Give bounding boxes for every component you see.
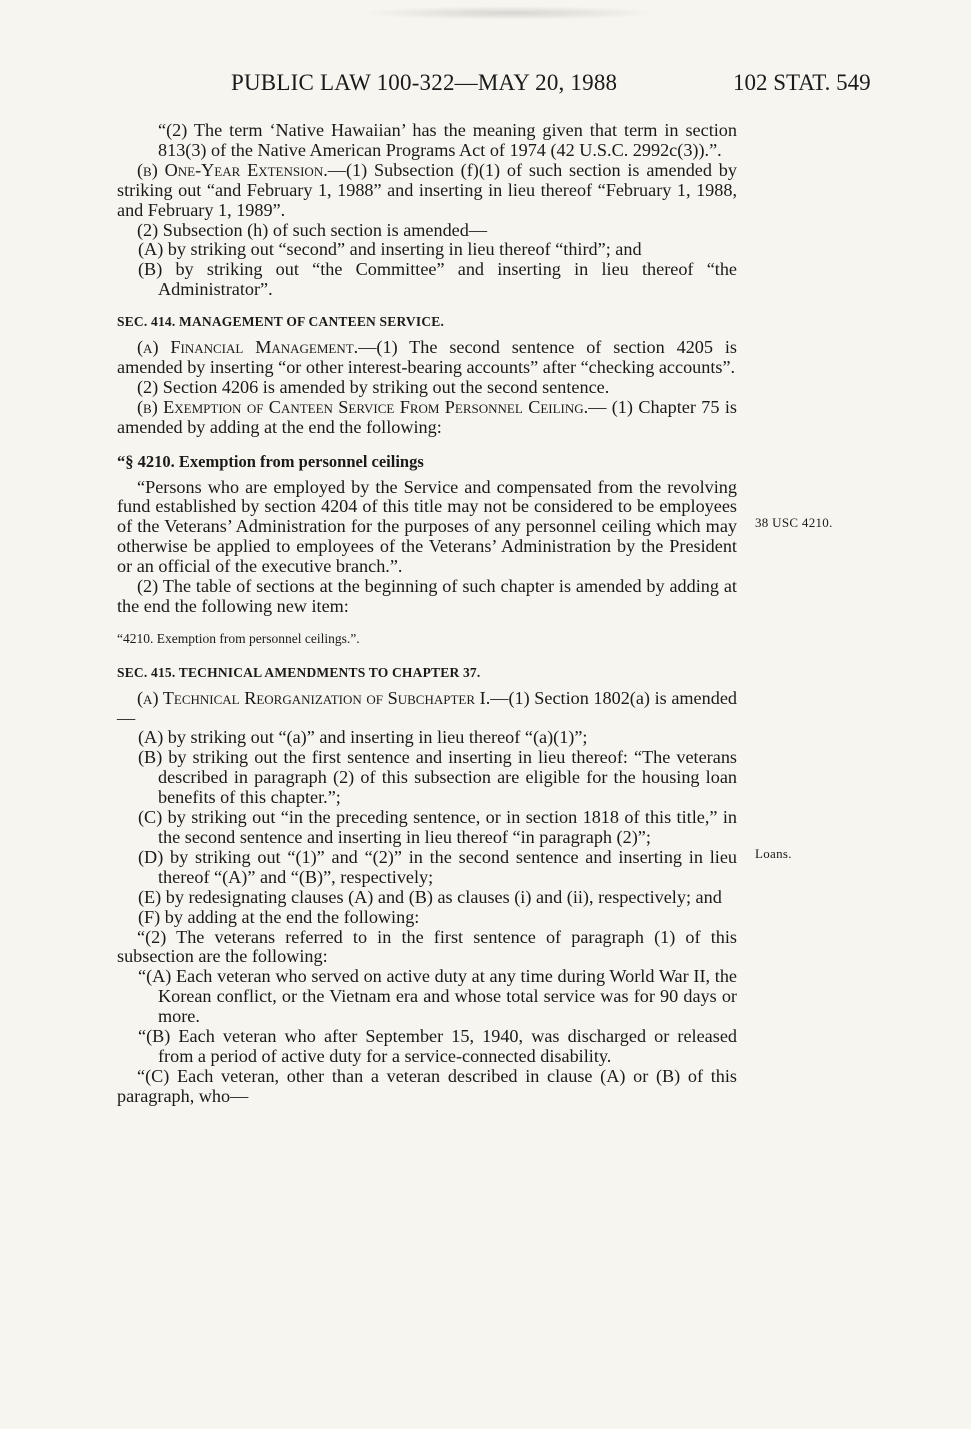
running-header-title: PUBLIC LAW 100-322—MAY 20, 1988 xyxy=(231,70,618,95)
paragraph: (A) by striking out “second” and inserting in lieu thereof “third”; and xyxy=(138,239,642,260)
paragraph xyxy=(117,398,737,438)
section-heading: SEC. 414. MANAGEMENT OF CANTEEN SERVICE. xyxy=(117,314,445,330)
paragraph: “Persons who are employed by the Service and compensated from the revolving fund established by section 4204 of this title may not be considered to be employees of the Veterans’ Administration for the purposes of any personnel ceiling which may otherwise be applied to employees of the Veterans’ Administration by the President or an official of the executive branch.”. xyxy=(117,476,737,577)
paragraph: “(2) The term ‘Native Hawaiian’ has the meaning given that term in section 813(3) of the Native American Programs Act of 1974 (42 U.S.C. 2992c(3)).”. xyxy=(158,120,737,160)
paragraph: “(C) Each veteran, other than a veteran described in clause (A) or (B) of this paragraph, who— xyxy=(117,1065,737,1106)
paragraph xyxy=(117,338,737,378)
new-section-heading: “§ 4210. Exemption from personnel ceilings xyxy=(117,451,424,471)
paragraph: “(B) Each veteran who after September 15, 1940, was discharged or released from a period of active duty for a service-connected disability. xyxy=(138,1026,737,1066)
margin-note-usc: 38 USC 4210. xyxy=(755,515,833,530)
paragraph: (D) by striking out “(1)” and “(2)” in the second sentence and inserting in lieu thereof “(A)” and “(B)”, respectively; xyxy=(138,846,737,887)
paragraph: (B) by striking out the first sentence and inserting in lieu thereof: “The veterans described in paragraph (2) of this subsection are eligible for the housing loan benefits of this chapter.”; xyxy=(138,747,737,808)
paragraph: “(2) The veterans referred to in the first sentence of paragraph (1) of this subsection are the following: xyxy=(117,926,737,967)
paragraph-text: —(1) The second sentence of section 4205 is amended by inserting “or other interest-bearing accounts” after “checking accounts”. xyxy=(117,337,737,377)
running-header-stat: 102 STAT. 549 xyxy=(733,70,871,95)
margin-note-loans: Loans. xyxy=(755,846,792,861)
paragraph: (A) by striking out “(a)” and inserting in lieu thereof “(a)(1)”; xyxy=(138,727,588,748)
paragraph: (B) by striking out “the Committee” and inserting in lieu thereof “the Administrator”. xyxy=(138,259,737,300)
paragraph-text: —(1) Section 1802(a) is amended— xyxy=(117,687,737,728)
paragraph: (2) Section 4206 is amended by striking out the second sentence. xyxy=(137,376,610,397)
paragraph: (F) by adding at the end the following: xyxy=(138,906,420,927)
table-of-sections-item: “4210. Exemption from personnel ceilings.”. xyxy=(117,630,360,646)
paragraph-heading: (b) One-Year Extension. xyxy=(137,159,328,180)
section-heading: SEC. 415. TECHNICAL AMENDMENTS TO CHAPTER 37. xyxy=(117,664,481,680)
paragraph: “(A) Each veteran who served on active duty at any time during World War II, the Korean conflict, or the Vietnam era and whose total service was for 90 days or more. xyxy=(138,966,737,1027)
paragraph-heading: (a) Technical Reorganization of Subchapter I. xyxy=(137,687,491,708)
paragraph-heading: (b) Exemption of Canteen Service From Personnel Ceiling. xyxy=(137,396,589,417)
paragraph: (E) by redesignating clauses (A) and (B) as clauses (i) and (ii), respectively; and xyxy=(138,886,722,907)
paragraph xyxy=(117,161,737,221)
paragraph-text: — (1) Chapter 75 is amended by adding at the end the following: xyxy=(117,396,737,437)
paragraph-text: —(1) Subsection (f)(1) of such section is amended by striking out “and February 1, 1988” and inserting in lieu thereof “February 1, 1988, and February 1, 1989”. xyxy=(117,159,737,220)
paragraph: (2) The table of sections at the beginning of such chapter is amended by adding at the end the following new item: xyxy=(117,576,737,616)
body-column xyxy=(117,121,737,1107)
paragraph: (2) Subsection (h) of such section is amended— xyxy=(137,219,488,240)
paragraph-heading: (a) Financial Management. xyxy=(137,337,359,358)
paragraph xyxy=(117,689,737,729)
paragraph: (C) by striking out “in the preceding sentence, or in section 1818 of this title,” in the second sentence and inserting in lieu thereof “in paragraph (2)”; xyxy=(138,807,737,847)
scan-smudge xyxy=(360,6,660,20)
